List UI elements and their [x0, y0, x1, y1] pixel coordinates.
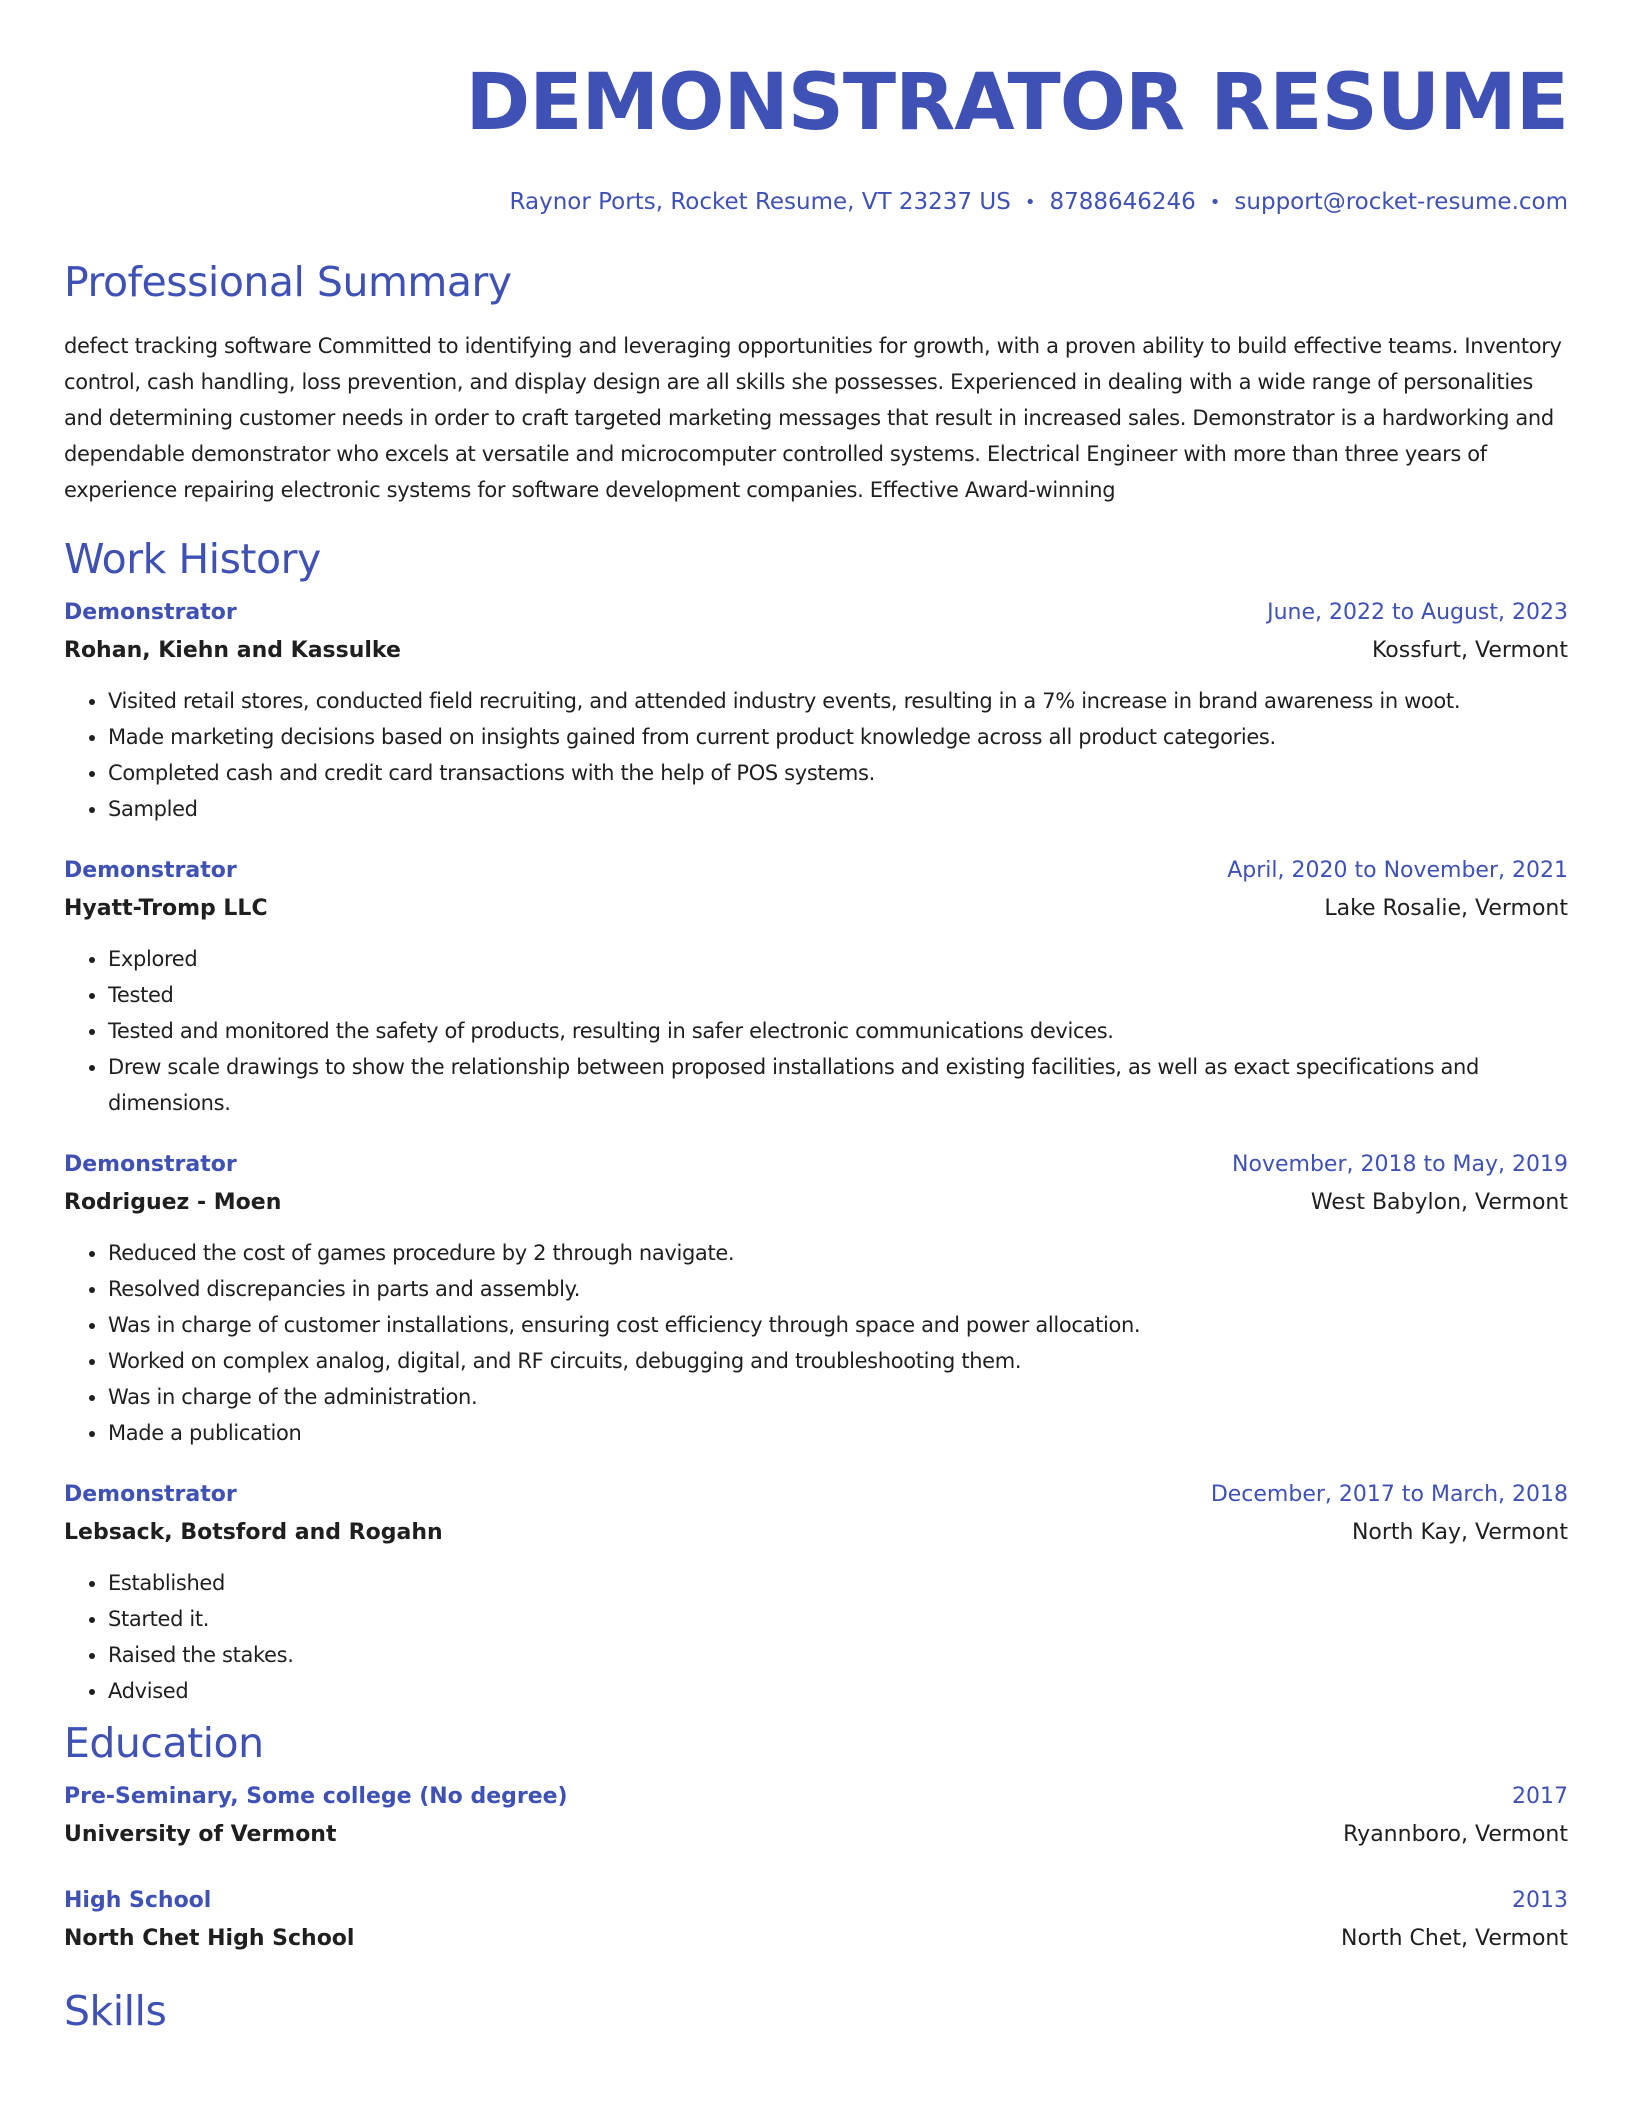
education-location: Ryannboro, Vermont [1343, 1822, 1568, 1847]
job-entry [64, 595, 1568, 827]
job-entry [64, 1147, 1568, 1451]
education-location: North Chet, Vermont [1341, 1926, 1568, 1951]
contact-phone: 8788646246 [1049, 189, 1196, 215]
job-bullets [64, 941, 1568, 1121]
education-heading: Education [64, 1719, 264, 1767]
job-bullet: • Tested and monitored the safety of products, resulting in safer electronic communications devices. [108, 1013, 1568, 1049]
job-bullet: • Worked on complex analog, digital, and RF circuits, debugging and troubleshooting them. [108, 1343, 1568, 1379]
education-school: University of Vermont [64, 1822, 337, 1847]
work-history-heading: Work History [64, 535, 321, 583]
summary-heading: Professional Summary [64, 258, 512, 306]
resume-page [64, 0, 1568, 2035]
job-bullet: • Made a publication [108, 1415, 1568, 1451]
skills-heading: Skills [64, 1987, 167, 2035]
job-company: Rohan, Kiehn and Kassulke [64, 638, 401, 663]
education-header [64, 1779, 1568, 1815]
job-company: Lebsack, Botsford and Rogahn [64, 1520, 443, 1545]
job-location: North Kay, Vermont [1351, 1520, 1568, 1545]
job-bullets [64, 1235, 1568, 1451]
education-degree: Pre-Seminary, Some college (No degree) [64, 1784, 568, 1809]
job-dates: December, 2017 to March, 2018 [1210, 1482, 1568, 1507]
job-bullet: • Explored [108, 941, 1568, 977]
job-bullet: • Sampled [108, 791, 1568, 827]
job-title: Demonstrator [64, 1482, 237, 1507]
education-year: 2017 [1512, 1784, 1568, 1809]
education-header [64, 1883, 1568, 1919]
education-subheader [64, 1919, 1568, 1959]
job-bullet: • Raised the stakes. [108, 1637, 1568, 1673]
contact-line [64, 187, 1568, 217]
job-company: Rodriguez - Moen [64, 1190, 282, 1215]
education-entry [64, 1779, 1568, 1855]
job-bullet: • Drew scale drawings to show the relationship between proposed installations and existing facilities, as well as exact specifications and dimensions. [108, 1049, 1568, 1121]
contact-separator: • [1024, 192, 1036, 213]
job-title: Demonstrator [64, 1152, 237, 1177]
work-history-list [64, 595, 1568, 1709]
contact-address: Raynor Ports, Rocket Resume, VT 23237 US [509, 189, 1011, 215]
job-subheader [64, 1513, 1568, 1553]
education-subheader [64, 1815, 1568, 1855]
job-header [64, 853, 1568, 889]
job-subheader [64, 631, 1568, 671]
job-location: West Babylon, Vermont [1310, 1190, 1568, 1215]
job-subheader [64, 1183, 1568, 1223]
job-bullet: • Resolved discrepancies in parts and assembly. [108, 1271, 1568, 1307]
job-bullet: • Advised [108, 1673, 1568, 1709]
job-bullet: • Established [108, 1565, 1568, 1601]
job-bullet: • Visited retail stores, conducted field recruiting, and attended industry events, resulting in a 7% increase in brand awareness in woot. [108, 683, 1568, 719]
job-header [64, 595, 1568, 631]
job-dates: June, 2022 to August, 2023 [1267, 600, 1568, 625]
job-bullets [64, 1565, 1568, 1709]
job-dates: November, 2018 to May, 2019 [1232, 1152, 1568, 1177]
education-degree: High School [64, 1888, 212, 1913]
job-bullets [64, 683, 1568, 827]
education-year: 2013 [1512, 1888, 1568, 1913]
job-bullet: • Was in charge of the administration. [108, 1379, 1568, 1415]
education-school: North Chet High School [64, 1926, 355, 1951]
contact-separator: • [1209, 192, 1221, 213]
job-company: Hyatt-Tromp LLC [64, 896, 268, 921]
resume-title: DEMONSTRATOR RESUME [465, 58, 1568, 148]
job-bullet: • Completed cash and credit card transactions with the help of POS systems. [108, 755, 1568, 791]
job-entry [64, 1477, 1568, 1709]
education-list [64, 1779, 1568, 1959]
summary-text: defect tracking software Committed to identifying and leveraging opportunities for growth, with a proven ability to build effective teams. Inventory control, cash handling, loss prevention, and display design are all skills she possesses. Experienced in dealing with a wide range of personalities and determining customer needs in order to craft targeted marketing messages that result in increased sales. Demonstrator is a hardworking and dependable demonstrator who excels at versatile and microcomputer controlled systems. Electrical Engineer with more than three years of experience repairing electronic systems for software development companies. Effective Award-winning [64, 334, 1562, 502]
job-bullet: • Made marketing decisions based on insights gained from current product knowledge across all product categories. [108, 719, 1568, 755]
job-bullet: • Was in charge of customer installations, ensuring cost efficiency through space and power allocation. [108, 1307, 1568, 1343]
job-dates: April, 2020 to November, 2021 [1227, 858, 1568, 883]
job-header [64, 1147, 1568, 1183]
job-subheader [64, 889, 1568, 929]
job-header [64, 1477, 1568, 1513]
job-entry [64, 853, 1568, 1121]
job-title: Demonstrator [64, 858, 237, 883]
contact-email: support@rocket-resume.com [1234, 189, 1568, 215]
job-location: Lake Rosalie, Vermont [1324, 896, 1568, 921]
job-bullet: • Started it. [108, 1601, 1568, 1637]
job-bullet: • Reduced the cost of games procedure by 2 through navigate. [108, 1235, 1568, 1271]
job-title: Demonstrator [64, 600, 237, 625]
education-entry [64, 1883, 1568, 1959]
job-bullet: • Tested [108, 977, 1568, 1013]
job-location: Kossfurt, Vermont [1371, 638, 1568, 663]
